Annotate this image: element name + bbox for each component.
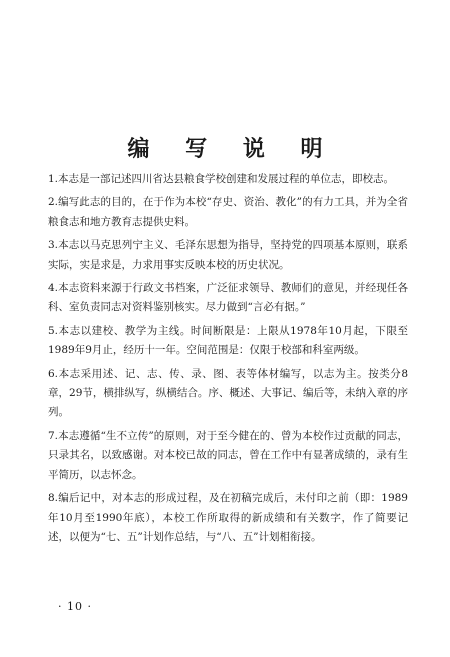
paragraph-6: 6.本志采用述、记、志、传、录、图、表等体材编写，以志为主。按类分8章，29节，横排纵写，纵横结合。序、概述、大事记、编后等，未纳入章的序列。: [48, 367, 408, 419]
body-text: [48, 170, 408, 551]
paragraph-3: 3.本志以马克思列宁主义、毛泽东思想为指导，坚持党的四项基本原则，联系实际，实是求是，力求用事实反映本校的历史状况。: [48, 239, 408, 271]
paragraph-8: 8.编后记中，对本志的形成过程，及在初稿完成后，未付印之前（即：1989年10月至1990年底），本校工作所取得的新成绩和有关数字，作了简要记述，以便为“七、五”计划作总结，与“八、五”计划相衔接。: [48, 492, 408, 543]
paragraph-4: 4.本志资料来源于行政文书档案，广泛征求领导、教师们的意见，并经现任各科、室负责同志对资料鉴别核实。尽力做到“言必有据。”: [48, 282, 408, 314]
paragraph-2: 2.编写此志的目的，在于作为本校“存史、资治、教化”的有力工具，并为全省粮食志和地方教育志提供史料。: [48, 196, 408, 228]
paragraph-5: 5.本志以建校、教学为主线。时间断限是：上限从1978年10月起，下限至1989年9月止，经历十一年。空间范围是：仅限于校部和科室两级。: [48, 324, 408, 357]
page-number: · 10 ·: [58, 600, 92, 613]
paragraph-7: 7.本志遵循“生不立传”的原则，对于至今健在的、曾为本校作过贡献的同志，只录其名，以致感谢。对本校已故的同志，曾在工作中有显著成绩的，录有生平简历，以志怀念。: [48, 429, 408, 481]
paragraph-1: 1.本志是一部记述四川省达县粮食学校创建和发展过程的单位志，即校志。: [48, 173, 395, 185]
page-title: 编 写 说 明: [127, 136, 337, 162]
